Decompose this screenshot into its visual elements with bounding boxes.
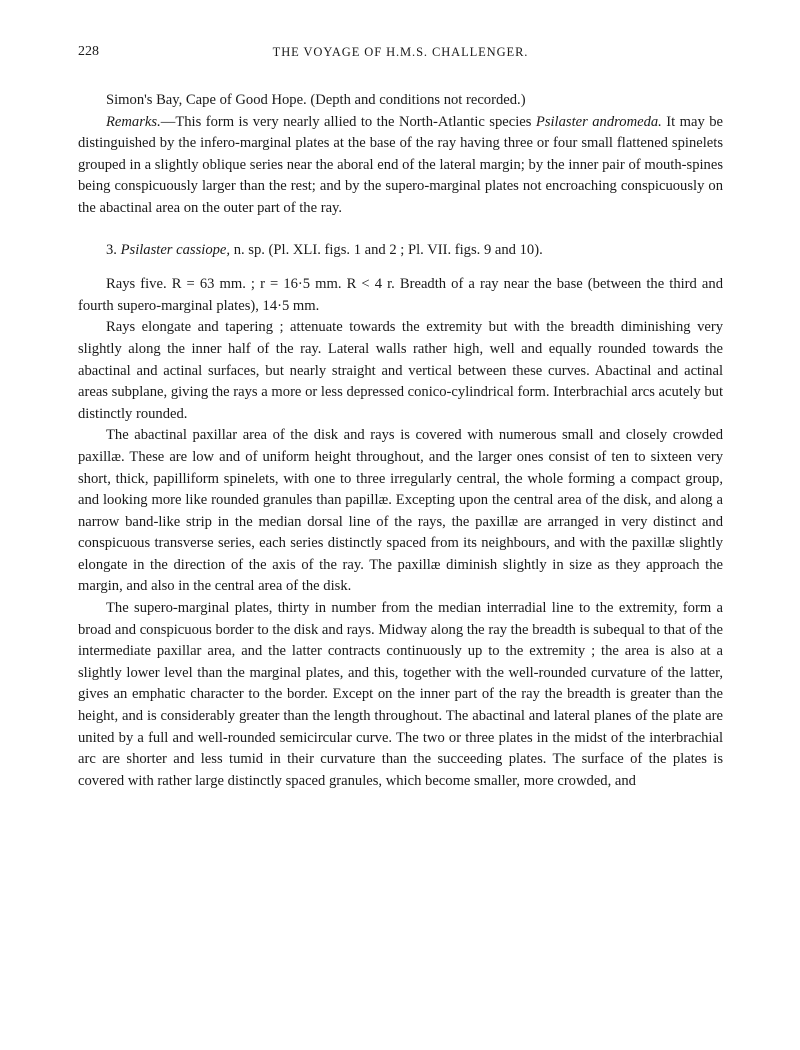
rays-description-paragraph: Rays elongate and tapering ; attenuate towards the extremity but with the breadth diminishing very slightly along the inner half of the ray. Lateral walls rather high, well and equally rounded towards the abactinal and actinal surfaces, but nearly straight and vertical between these curves. Abactinal and actinal areas subplane, giving the rays a more or less depressed conico-cylindrical form. Interbrachial arcs acutely but distinctly rounded. bbox=[78, 319, 723, 422]
page-number: 228 bbox=[78, 44, 99, 59]
remarks-text-a: —This form is very nearly allied to the North-Atlantic species bbox=[160, 113, 536, 130]
locality-paragraph: Simon's Bay, Cape of Good Hope. (Depth and conditions not recorded.) bbox=[106, 92, 526, 108]
running-title: THE VOYAGE OF H.M.S. CHALLENGER. bbox=[272, 45, 529, 59]
remarks-text-b: It may be distinguished by the infero-marginal plates at the base of the ray having three or four small flattened spinelets grouped in a slightly oblique series near the aboral end of the lateral margin; by the inner pair of mouth-spines being conspicuously larger than the rest; and by the supero-marginal plates not encroaching conspicuously on the abactinal area on the outer part of the ray. bbox=[78, 113, 724, 216]
remarks-label: Remarks. bbox=[106, 113, 161, 130]
body-text bbox=[78, 90, 723, 792]
paxillar-area-paragraph: The abactinal paxillar area of the disk and rays is covered with numerous small and closely crowded paxillæ. These are low and of uniform height throughout, and the larger ones consist of ten to sixteen very short, thick, papilliform spinelets, with one to three irregularly central, the whole forming a compact group, and looking more like rounded granules than papillæ. Excepting upon the central area of the disk, and along a narrow band-like strip in the median dorsal line of the rays, the paxillæ are arranged in very distinct and conspicuous transverse series, each series distinctly spaced from its neighbours, and with the paxillæ slightly elongate in the direction of the axis of the ray. The paxillæ diminish slightly in size as they approach the margin, and also in the central area of the disk. bbox=[78, 427, 723, 595]
species-heading bbox=[78, 240, 723, 262]
species-name-andromeda: Psilaster andromeda. bbox=[535, 113, 662, 130]
supero-marginal-paragraph: The supero-marginal plates, thirty in number from the median interradial line to the extremity, form a broad and conspicuous border to the disk and rays. Midway along the ray the breadth is subequal to that of the intermediate paxillar area, and the latter contracts continuously up to the extremity ; the area is also at a slightly lower level than the marginal plates, and this, together with the well-rounded curvature of the latter, gives an emphatic character to the border. Except on the inner part of the ray the breadth is greater than the height, and is considerably greater than the length throughout. The abactinal and lateral planes of the plate are united by a full and well-rounded semicircular curve. The two or three plates in the midst of the interbrachial arc are shorter and less tumid in their curvature than the succeeding plates. The surface of the plates is covered with rather large distinctly spaced granules, which become smaller, more crowded, and bbox=[78, 600, 723, 789]
species-heading-rest: n. sp. (Pl. XLI. figs. 1 and 2 ; Pl. VII. figs. 9 and 10). bbox=[230, 241, 543, 258]
measurements-paragraph: Rays five. R = 63 mm. ; r = 16·5 mm. R < 4 r. Breadth of a ray near the base (between the third and fourth supero-marginal plates), 14·5 mm. bbox=[78, 276, 723, 314]
page bbox=[78, 44, 723, 792]
species-name-cassiope: Psilaster cassiope, bbox=[120, 241, 231, 258]
species-number: 3. bbox=[106, 241, 121, 258]
running-head bbox=[78, 44, 723, 68]
remarks-paragraph bbox=[78, 112, 723, 220]
